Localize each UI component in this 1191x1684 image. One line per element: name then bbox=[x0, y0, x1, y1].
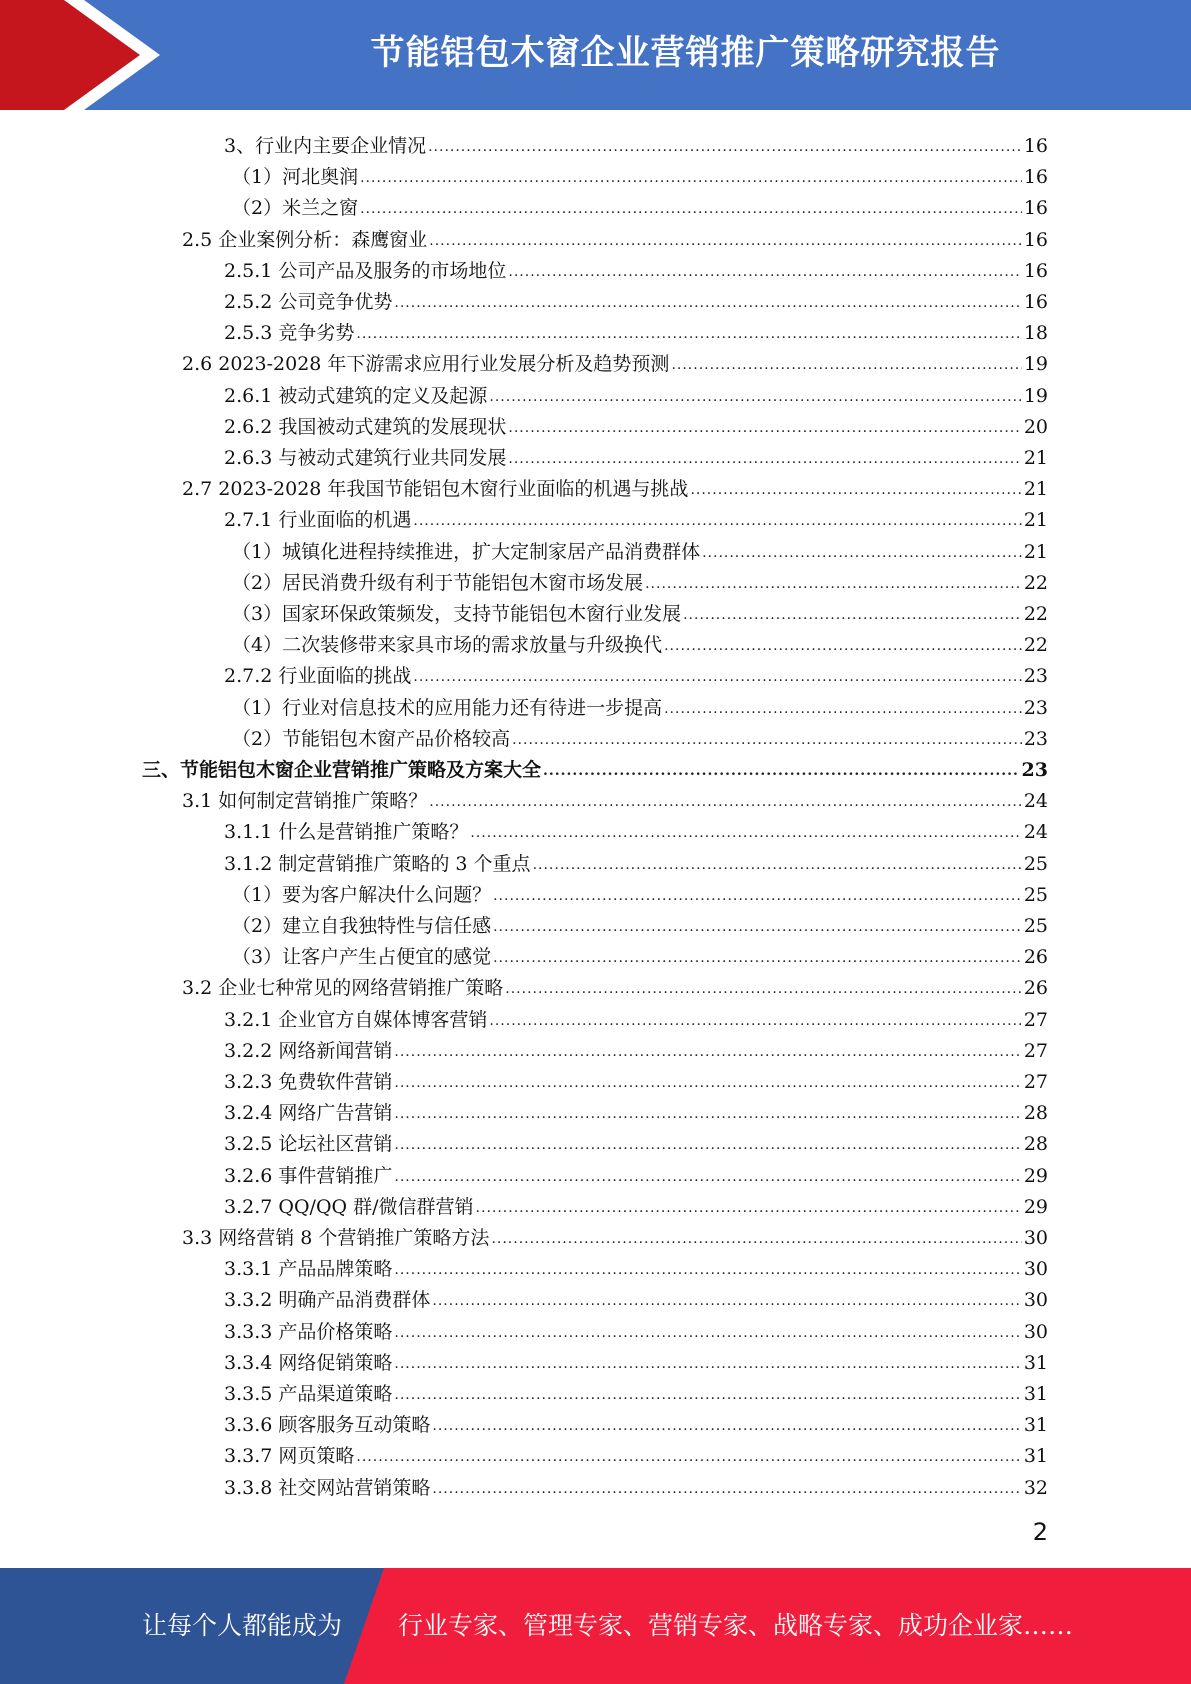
toc-entry-page: 31 bbox=[1023, 1414, 1048, 1437]
toc-entry bbox=[224, 1282, 1048, 1312]
toc-leader-dots bbox=[489, 1012, 1021, 1032]
toc-entry bbox=[224, 1438, 1048, 1468]
toc-entry bbox=[224, 1345, 1048, 1375]
toc-entry-label: 3.3 网络营销 8 个营销推广策略方法 bbox=[182, 1227, 490, 1249]
toc-entry-page: 16 bbox=[1023, 166, 1048, 189]
toc-entry-label: 3.2.1 企业官方自媒体博客营销 bbox=[224, 1008, 488, 1031]
toc-leader-dots bbox=[394, 1168, 1021, 1188]
toc-leader-dots bbox=[360, 169, 1022, 189]
toc-entry bbox=[232, 627, 1048, 657]
toc-entry-label: （4）二次装修带来家具市场的需求放量与升级换代 bbox=[232, 634, 663, 657]
toc-entry bbox=[142, 752, 1048, 782]
toc-entry-label: （1）要为客户解决什么问题？ bbox=[232, 883, 492, 906]
toc-entry-page: 23 bbox=[1023, 727, 1048, 750]
toc-entry-label: 3.2.7 QQ/QQ 群/微信群营销 bbox=[224, 1195, 474, 1218]
toc-entry-page: 21 bbox=[1023, 447, 1048, 469]
toc-entry bbox=[232, 596, 1048, 626]
toc-entry bbox=[232, 690, 1048, 720]
toc-entry-page: 27 bbox=[1023, 1071, 1048, 1093]
toc-entry-label: 3.1.2 制定营销推广策略的 3 个重点 bbox=[224, 852, 531, 875]
toc-entry bbox=[182, 1220, 1048, 1250]
toc-entry-page: 30 bbox=[1023, 1227, 1048, 1249]
toc-entry-page: 22 bbox=[1023, 634, 1048, 657]
toc-entry-page: 16 bbox=[1023, 135, 1048, 157]
toc-entry-page: 28 bbox=[1023, 1133, 1048, 1156]
toc-entry bbox=[182, 222, 1048, 252]
toc-entry-label: 3.3.8 社交网站营销策略 bbox=[224, 1476, 431, 1499]
toc-entry-page: 27 bbox=[1023, 1039, 1048, 1062]
toc-entry-page: 16 bbox=[1023, 259, 1048, 282]
toc-entry bbox=[224, 1189, 1048, 1219]
toc-entry-page: 22 bbox=[1023, 603, 1048, 625]
toc-entry-label: （2）米兰之窗 bbox=[232, 197, 359, 220]
toc-leader-dots bbox=[356, 325, 1021, 345]
toc-entry bbox=[182, 970, 1048, 1000]
toc-entry-page: 30 bbox=[1023, 1289, 1048, 1312]
toc-entry-page: 30 bbox=[1023, 1258, 1048, 1281]
toc-entry bbox=[224, 1033, 1048, 1063]
toc-entry bbox=[232, 565, 1048, 595]
toc-entry bbox=[182, 346, 1048, 376]
toc-entry-label: 2.7.2 行业面临的挑战 bbox=[224, 665, 412, 688]
toc-leader-dots bbox=[543, 762, 1020, 782]
toc-entry bbox=[224, 378, 1048, 408]
toc-entry-label: （2）节能铝包木窗产品价格较高 bbox=[232, 727, 511, 750]
toc-leader-dots bbox=[394, 1324, 1021, 1344]
toc-entry bbox=[224, 846, 1048, 876]
toc-leader-dots bbox=[690, 481, 1021, 501]
toc-entry-page: 16 bbox=[1023, 197, 1048, 220]
toc-leader-dots bbox=[360, 200, 1022, 220]
toc-leader-dots bbox=[664, 637, 1022, 657]
footer-slogan-left: 让每个人都能成为 bbox=[142, 1611, 343, 1640]
page-footer bbox=[0, 1568, 1191, 1684]
toc-entry-page: 30 bbox=[1023, 1320, 1048, 1343]
toc-entry-page: 25 bbox=[1023, 883, 1048, 906]
toc-entry-label: 3.2.6 事件营销推广 bbox=[224, 1164, 393, 1187]
toc-entry-page: 21 bbox=[1023, 478, 1048, 501]
toc-entry-label: 3.2.5 论坛社区营销 bbox=[224, 1133, 393, 1156]
toc-entry bbox=[224, 253, 1048, 283]
toc-leader-dots bbox=[432, 1480, 1021, 1500]
toc-leader-dots bbox=[493, 887, 1022, 907]
toc-entry-label: 2.6.1 被动式建筑的定义及起源 bbox=[224, 384, 488, 407]
toc-entry-page: 32 bbox=[1023, 1476, 1048, 1499]
toc-leader-dots bbox=[512, 731, 1022, 751]
toc-entry-label: （1）城镇化进程持续推进，扩大定制家居产品消费群体 bbox=[232, 540, 701, 563]
toc-entry bbox=[224, 1126, 1048, 1156]
toc-entry-label: 三、节能铝包木窗企业营销推广策略及方案大全 bbox=[142, 759, 542, 781]
toc-entry-page: 16 bbox=[1023, 228, 1048, 251]
toc-entry-label: 3.3.1 产品品牌策略 bbox=[224, 1258, 393, 1281]
toc-entry-page: 21 bbox=[1023, 509, 1048, 532]
toc-entry-label: （3）让客户产生占便宜的感觉 bbox=[232, 946, 492, 969]
toc-entry bbox=[224, 502, 1048, 532]
toc-entry-label: 3.3.2 明确产品消费群体 bbox=[224, 1289, 431, 1312]
toc-leader-dots bbox=[508, 450, 1021, 470]
toc-entry-label: 3.2.2 网络新闻营销 bbox=[224, 1039, 393, 1062]
toc-entry bbox=[224, 1002, 1048, 1032]
toc-entry bbox=[232, 908, 1048, 938]
toc-entry bbox=[224, 1407, 1048, 1437]
toc-entry bbox=[232, 534, 1048, 564]
toc-entry bbox=[182, 471, 1048, 501]
toc-entry bbox=[224, 1095, 1048, 1125]
toc-leader-dots bbox=[432, 1292, 1021, 1312]
toc-entry-page: 26 bbox=[1023, 946, 1048, 969]
toc-entry-label: 3.3.4 网络促销策略 bbox=[224, 1351, 393, 1374]
toc-leader-dots bbox=[428, 138, 1022, 158]
toc-entry bbox=[224, 128, 1048, 158]
toc-entry-page: 29 bbox=[1023, 1164, 1048, 1187]
toc-entry-page: 31 bbox=[1023, 1383, 1048, 1405]
toc-entry-page: 25 bbox=[1023, 852, 1048, 875]
toc-leader-dots bbox=[493, 949, 1022, 969]
toc-entry-page: 23 bbox=[1023, 665, 1048, 688]
toc-entry-label: 2.7.1 行业面临的机遇 bbox=[224, 509, 412, 532]
toc-leader-dots bbox=[394, 1386, 1021, 1406]
toc-entry-label: （2）建立自我独特性与信任感 bbox=[232, 915, 492, 937]
header-title: 节能铝包木窗企业营销推广策略研究报告 bbox=[370, 33, 1001, 73]
toc-entry bbox=[224, 409, 1048, 439]
toc-entry-label: 2.6.3 与被动式建筑行业共同发展 bbox=[224, 447, 507, 469]
toc-entry bbox=[232, 877, 1048, 907]
toc-entry-page: 19 bbox=[1023, 384, 1048, 407]
toc-entry-page: 23 bbox=[1021, 759, 1048, 781]
toc-leader-dots bbox=[491, 1230, 1021, 1250]
toc-entry-page: 19 bbox=[1023, 353, 1048, 376]
toc-entry bbox=[224, 1251, 1048, 1281]
toc-entry-label: （1）河北奥润 bbox=[232, 166, 359, 189]
toc-entry-label: 3.2.4 网络广告营销 bbox=[224, 1102, 393, 1125]
toc-leader-dots bbox=[394, 1105, 1021, 1125]
toc-leader-dots bbox=[394, 1074, 1021, 1094]
toc-entry-page: 18 bbox=[1023, 322, 1048, 345]
toc-entry-label: 2.5.2 公司竞争优势 bbox=[224, 291, 393, 313]
toc-leader-dots bbox=[505, 980, 1022, 1000]
toc-entry-page: 28 bbox=[1023, 1102, 1048, 1125]
toc-entry bbox=[224, 1064, 1048, 1094]
toc-entry-label: 3.3.3 产品价格策略 bbox=[224, 1320, 393, 1343]
toc-entry bbox=[224, 1470, 1048, 1500]
toc-leader-dots bbox=[508, 263, 1021, 283]
toc-entry bbox=[224, 1158, 1048, 1188]
toc-leader-dots bbox=[470, 824, 1021, 844]
toc-leader-dots bbox=[476, 1199, 1022, 1219]
toc-leader-dots bbox=[493, 918, 1022, 938]
toc-entry-label: 2.5 企业案例分析：森鹰窗业 bbox=[182, 228, 428, 251]
toc-entry-label: 3.2 企业七种常见的网络营销推广策略 bbox=[182, 977, 504, 1000]
toc-entry-page: 16 bbox=[1023, 291, 1048, 313]
toc-entry bbox=[232, 159, 1048, 189]
toc-entry-page: 25 bbox=[1023, 915, 1048, 937]
toc-entry bbox=[224, 658, 1048, 688]
toc-entry bbox=[224, 1314, 1048, 1344]
toc-leader-dots bbox=[702, 544, 1022, 564]
toc-leader-dots bbox=[683, 606, 1022, 626]
toc-entry bbox=[224, 315, 1048, 345]
toc-entry-label: 3.1.1 什么是营销推广策略？ bbox=[224, 821, 469, 844]
toc-leader-dots bbox=[394, 1355, 1021, 1375]
toc-leader-dots bbox=[432, 1417, 1021, 1437]
toc-leader-dots bbox=[394, 1136, 1021, 1156]
toc-entry-label: 3.3.5 产品渠道策略 bbox=[224, 1383, 393, 1405]
toc-entry-label: （2）居民消费升级有利于节能铝包木窗市场发展 bbox=[232, 571, 644, 594]
toc-entry bbox=[182, 783, 1048, 813]
toc-entry-label: 2.7 2023-2028 年我国节能铝包木窗行业面临的机遇与挑战 bbox=[182, 478, 689, 501]
toc-leader-dots bbox=[394, 1261, 1021, 1281]
page-header bbox=[0, 0, 1191, 110]
toc-leader-dots bbox=[429, 232, 1022, 252]
toc-leader-dots bbox=[356, 1448, 1021, 1468]
footer-slogan-right: 行业专家、管理专家、营销专家、战略专家、成功企业家…… bbox=[398, 1611, 1074, 1640]
toc-entry bbox=[224, 284, 1048, 314]
toc-leader-dots bbox=[508, 419, 1021, 439]
toc-entry-label: 2.5.3 竞争劣势 bbox=[224, 322, 355, 345]
toc-entry-page: 29 bbox=[1023, 1195, 1048, 1218]
toc-leader-dots bbox=[645, 575, 1022, 595]
toc-entry bbox=[232, 721, 1048, 751]
toc-entry bbox=[224, 1376, 1048, 1406]
toc-leader-dots bbox=[413, 668, 1021, 688]
toc-leader-dots bbox=[489, 388, 1021, 408]
toc-entry-page: 23 bbox=[1023, 696, 1048, 719]
toc-entry-label: （3）国家环保政策频发，支持节能铝包木窗行业发展 bbox=[232, 603, 682, 625]
toc-entry-label: 2.5.1 公司产品及服务的市场地位 bbox=[224, 259, 507, 282]
toc-entry-page: 20 bbox=[1023, 415, 1048, 438]
toc-entry-label: 2.6 2023-2028 年下游需求应用行业发展分析及趋势预测 bbox=[182, 353, 670, 376]
toc-entry-label: 2.6.2 我国被动式建筑的发展现状 bbox=[224, 415, 507, 438]
toc-entry bbox=[232, 190, 1048, 220]
toc-entry bbox=[224, 440, 1048, 470]
toc-entry-label: 3.1 如何制定营销推广策略？ bbox=[182, 790, 428, 813]
toc-leader-dots bbox=[533, 856, 1022, 876]
toc-leader-dots bbox=[394, 294, 1021, 314]
toc-leader-dots bbox=[664, 700, 1022, 720]
toc-entry-page: 22 bbox=[1023, 571, 1048, 594]
toc-entry-page: 24 bbox=[1023, 821, 1048, 844]
toc-entry-label: （1）行业对信息技术的应用能力还有待进一步提高 bbox=[232, 696, 663, 719]
toc-leader-dots bbox=[413, 512, 1021, 532]
toc-entry-label: 3.2.3 免费软件营销 bbox=[224, 1071, 393, 1093]
toc-entry-page: 24 bbox=[1023, 790, 1048, 813]
toc-entry-page: 27 bbox=[1023, 1008, 1048, 1031]
toc-entry bbox=[232, 939, 1048, 969]
toc-entry-page: 31 bbox=[1023, 1445, 1048, 1468]
toc-entry-label: 3.3.7 网页策略 bbox=[224, 1445, 355, 1468]
toc-leader-dots bbox=[394, 1043, 1021, 1063]
toc-entry-label: 3.3.6 顾客服务互动策略 bbox=[224, 1414, 431, 1437]
toc-entry-page: 21 bbox=[1023, 540, 1048, 563]
toc-leader-dots bbox=[671, 356, 1021, 376]
toc-entry-page: 31 bbox=[1023, 1351, 1048, 1374]
page-number: 2 bbox=[1032, 1518, 1048, 1546]
toc-leader-dots bbox=[429, 793, 1022, 813]
toc-entry-label: 3、行业内主要企业情况 bbox=[224, 135, 427, 157]
toc-entry-page: 26 bbox=[1023, 977, 1048, 1000]
toc-entry bbox=[224, 814, 1048, 844]
